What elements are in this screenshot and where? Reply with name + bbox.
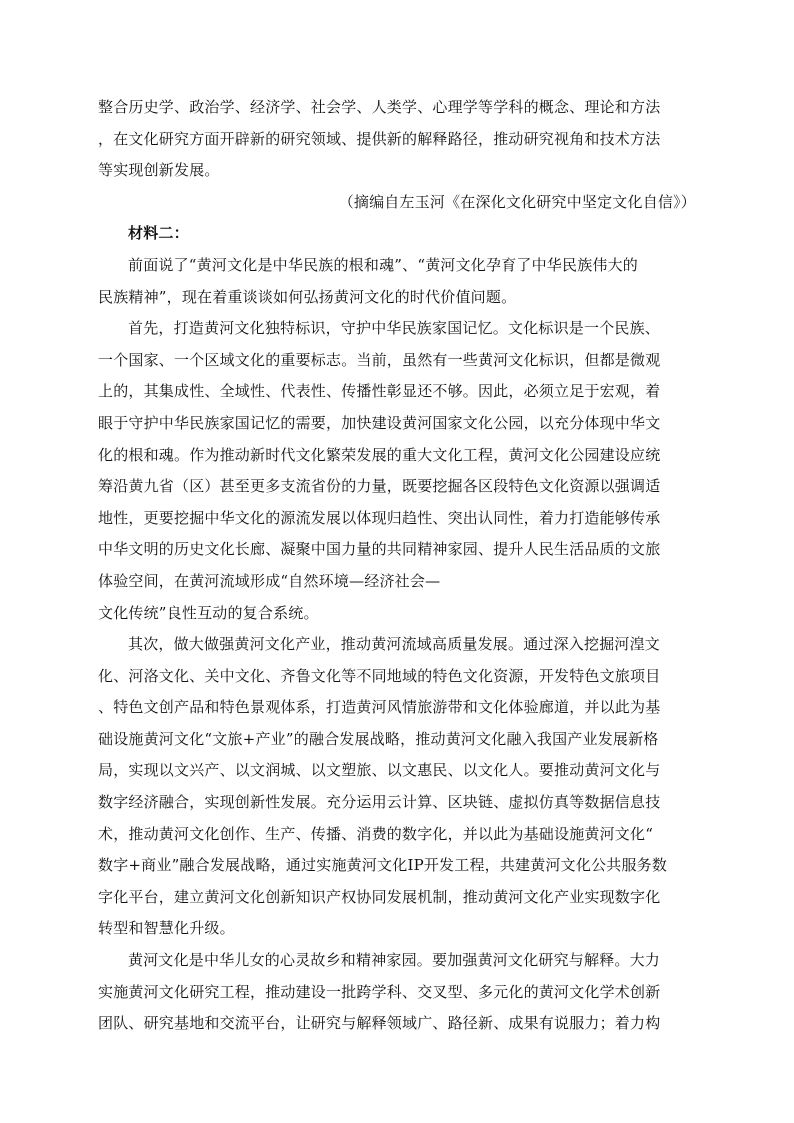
text-line: 等实现创新发展。 [98, 161, 220, 180]
text-line: ，在文化研究方面开辟新的研究领域、提供新的解释路径，推动研究视角和技术方法 [98, 129, 661, 148]
text-line: 眼于守护中华民族家国记忆的需要，加快建设黄河国家文化公园，以充分体现中华文 [98, 413, 661, 432]
text-line: 局，实现以文兴产、以文润城、以文塑旅、以文惠民、以文化人。要推动黄河文化与 [98, 761, 661, 780]
section-heading: 材料二： [128, 224, 189, 243]
text-line: 其次，做大做强黄河文化产业，推动黄河流域高质量发展。通过深入挖掘河湟文 [128, 635, 661, 654]
text-line: 民族精神”，现在着重谈谈如何弘扬黄河文化的时代价值问题。 [98, 287, 517, 306]
text-line: 术，推动黄河文化创作、生产、传播、消费的数字化，并以此为基础设施黄河文化“ [98, 824, 654, 843]
text-line: 团队、研究基地和交流平台，让研究与解释领域广、路径新、成果有说服力；着力构 [98, 1014, 661, 1033]
text-line: 黄河文化是中华儿女的心灵故乡和精神家园。要加强黄河文化研究与解释。大力 [128, 951, 661, 970]
text-line: 础设施黄河文化“文旅+产业”的融合发展战略，推动黄河文化融入我国产业发展新格 [98, 729, 659, 748]
text-line: 地性，更要挖掘中华文化的源流发展以体现归趋性、突出认同性，着力打造能够传承 [98, 508, 661, 527]
text-line: 首先，打造黄河文化独特标识，守护中华民族家国记忆。文化标识是一个民族、 [128, 319, 661, 338]
text-line: 字化平台，建立黄河文化创新知识产权协同发展机制，推动黄河文化产业实现数字化 [98, 887, 661, 906]
text-line: 化的根和魂。作为推动新时代文化繁荣发展的重大文化工程，黄河文化公园建设应统 [98, 445, 661, 464]
document-page [98, 92, 696, 1040]
text-line: 上的，其集成性、全域性、代表性、传播性彰显还不够。因此，必须立足于宏观，着 [98, 382, 661, 401]
text-line: 筹沿黄九省（区）甚至更多支流省份的力量，既要挖掘各区段特色文化资源以强调适 [98, 477, 661, 496]
text-line: 实施黄河文化研究工程，推动建设一批跨学科、交叉型、多元化的黄河文化学术创新 [98, 982, 661, 1001]
text-line: 中华文明的历史文化长廊、凝聚中国力量的共同精神家园、提升人民生活品质的文旅 [98, 540, 661, 559]
text-line: 文化传统”良性互动的复合系统。 [98, 603, 319, 622]
source-citation: （摘编自左玉河《在深化文化研究中坚定文化自信》） [338, 192, 696, 211]
text-line: 体验空间，在黄河流域形成“自然环境—经济社会— [98, 571, 441, 590]
text-line: 、特色文创产品和特色景观体系，打造黄河风情旅游带和文化体验廊道，并以此为基 [98, 698, 661, 717]
text-line: 一个国家、一个区域文化的重要标志。当前，虽然有一些黄河文化标识，但都是微观 [98, 350, 661, 369]
text-line: 数字+商业”融合发展战略，通过实施黄河文化IP开发工程，共建黄河文化公共服务数 [98, 856, 668, 875]
text-line: 数字经济融合，实现创新性发展。充分运用云计算、区块链、虚拟仿真等数据信息技 [98, 793, 661, 812]
text-line: 前面说了“黄河文化是中华民族的根和魂”、“黄河文化孕育了中华民族伟大的 [128, 255, 639, 274]
text-line: 整合历史学、政治学、经济学、社会学、人类学、心理学等学科的概念、理论和方法 [98, 98, 661, 116]
text-line: 转型和智慧化升级。 [98, 919, 235, 938]
text-line: 化、河洛文化、关中文化、齐鲁文化等不同地域的特色文化资源，开发特色文旅项目 [98, 666, 661, 685]
